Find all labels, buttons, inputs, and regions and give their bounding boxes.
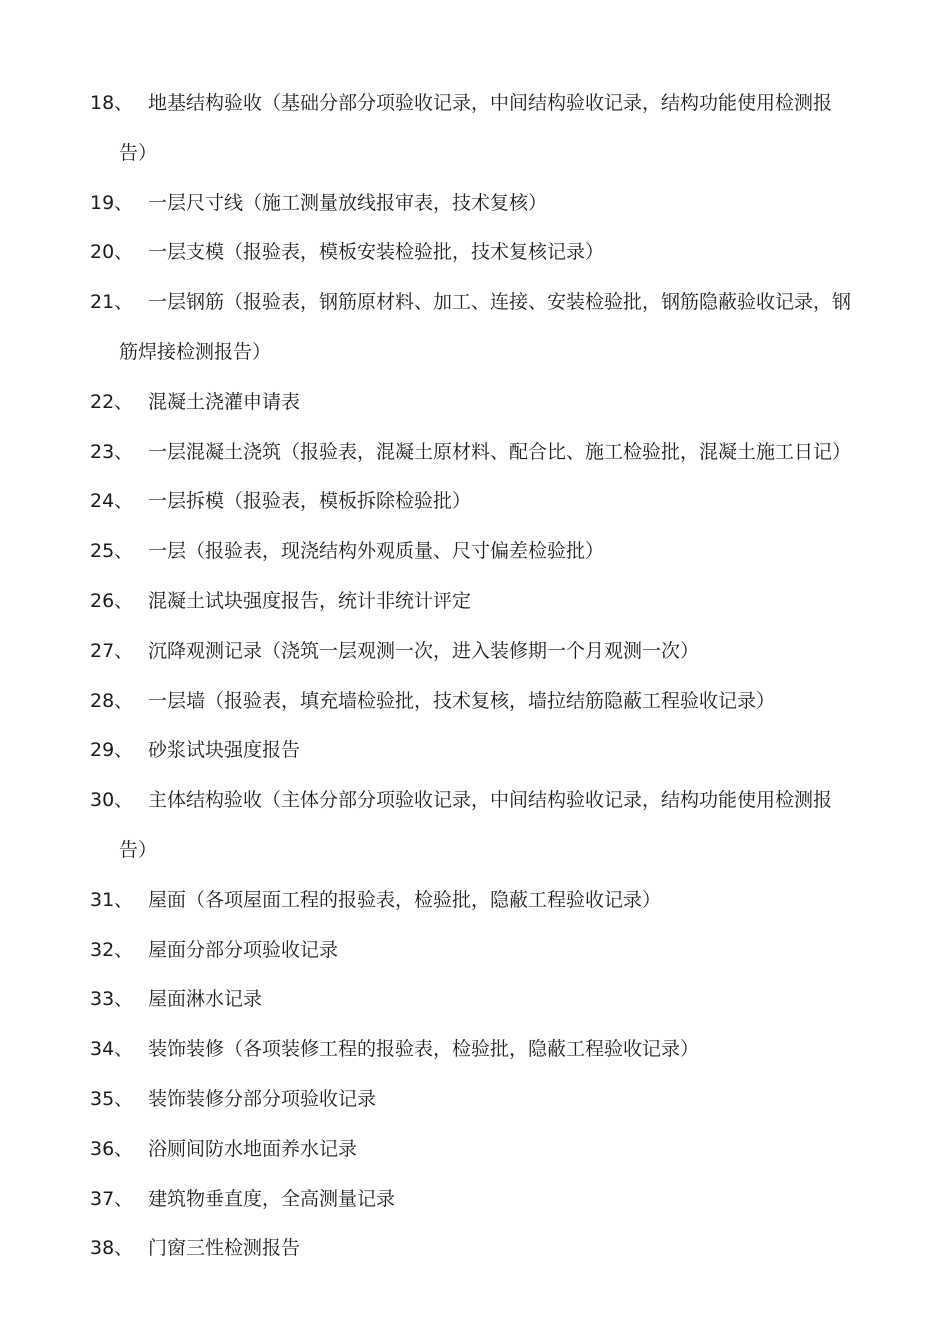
list-item-line (90, 432, 870, 482)
list-item (90, 681, 870, 731)
list-item (90, 1129, 870, 1179)
list-item-line (90, 930, 870, 980)
list-item-line (90, 730, 870, 780)
list-item (90, 382, 870, 432)
list-item (90, 930, 870, 980)
item-text-continuation: 筋焊接检测报告） (119, 340, 272, 363)
item-text: 一层尺寸线（施工测量放线报审表，技术复核） (148, 191, 548, 214)
item-text: 装饰装修（各项装修工程的报验表，检验批，隐蔽工程验收记录） (148, 1038, 700, 1061)
item-text: 混凝土试块强度报告，统计非统计评定 (148, 589, 472, 612)
item-text: 门窗三性检测报告 (148, 1237, 301, 1260)
list-item-line (90, 481, 870, 531)
item-text: 沉降观测记录（浇筑一层观测一次，进入装修期一个月观测一次） (148, 639, 700, 662)
list-item (90, 581, 870, 631)
item-number: 19、 (90, 191, 134, 214)
list-item (90, 481, 870, 531)
item-number: 23、 (90, 440, 134, 463)
item-text: 地基结构验收（基础分部分项验收记录，中间结构验收记录，结构功能使用检测报 (148, 92, 833, 114)
inspection-item-list (90, 83, 870, 1278)
item-text: 一层拆模（报验表，模板拆除检验批） (148, 490, 472, 513)
item-number: 24、 (90, 490, 134, 513)
list-item (90, 979, 870, 1029)
list-item (90, 1079, 870, 1129)
item-text: 一层支模（报验表，模板安装检验批，技术复核记录） (148, 241, 605, 264)
item-number: 30、 (90, 789, 134, 812)
item-number: 26、 (90, 589, 134, 612)
list-item-line (90, 880, 870, 930)
item-text-continuation: 告） (119, 141, 158, 164)
item-text: 建筑物垂直度，全高测量记录 (148, 1187, 396, 1210)
item-number: 28、 (90, 689, 134, 712)
list-item-line (90, 183, 870, 233)
item-text: 砂浆试块强度报告 (148, 739, 301, 762)
item-number: 22、 (90, 390, 134, 413)
item-number: 31、 (90, 888, 134, 911)
list-item (90, 730, 870, 780)
list-item (90, 880, 870, 930)
item-number: 32、 (90, 938, 134, 961)
list-item-line (90, 1079, 870, 1129)
item-text: 一层墙（报验表，填充墙检验批，技术复核，墙拉结筋隐蔽工程验收记录） (148, 689, 776, 712)
list-item-line (90, 631, 870, 681)
list-item (90, 1179, 870, 1229)
list-item-line (90, 531, 870, 581)
list-item (90, 1228, 870, 1278)
list-item (90, 631, 870, 681)
list-item-line (90, 83, 870, 133)
item-text: 一层（报验表，现浇结构外观质量、尺寸偏差检验批） (148, 540, 605, 563)
item-number: 27、 (90, 639, 134, 662)
list-item-line (90, 232, 870, 282)
item-text: 屋面（各项屋面工程的报验表，检验批，隐蔽工程验收记录） (148, 888, 662, 911)
list-item (90, 282, 870, 382)
list-item (90, 183, 870, 233)
item-number: 25、 (90, 540, 134, 563)
list-item-line (90, 581, 870, 631)
item-number: 33、 (90, 988, 134, 1011)
item-text-continuation: 告） (119, 838, 158, 861)
list-item (90, 1029, 870, 1079)
list-item-line (90, 1129, 870, 1179)
item-number: 29、 (90, 739, 134, 762)
item-text: 屋面淋水记录 (148, 988, 263, 1011)
item-text: 屋面分部分项验收记录 (148, 938, 339, 961)
item-number: 37、 (90, 1187, 134, 1210)
list-item (90, 531, 870, 581)
list-item (90, 780, 870, 880)
list-item-line (90, 681, 870, 731)
item-text: 浴厕间防水地面养水记录 (148, 1137, 358, 1160)
item-text: 装饰装修分部分项验收记录 (148, 1087, 377, 1110)
list-item (90, 83, 870, 183)
item-text: 一层钢筋（报验表，钢筋原材料、加工、连接、安装检验批，钢筋隐蔽验收记录，钢 (148, 291, 852, 314)
item-text: 一层混凝土浇筑（报验表，混凝土原材料、配合比、施工检验批，混凝土施工日记） (148, 440, 852, 463)
list-item-line (90, 1179, 870, 1229)
item-number: 36、 (90, 1137, 134, 1160)
item-number: 38、 (90, 1237, 134, 1260)
list-item (90, 232, 870, 282)
item-number: 21、 (90, 291, 134, 314)
list-item-line (90, 282, 870, 332)
list-item-line (90, 382, 870, 432)
list-item-line (90, 780, 870, 830)
item-number: 18、 (90, 92, 134, 114)
list-item-line (90, 1029, 870, 1079)
list-item-line (90, 979, 870, 1029)
item-number: 34、 (90, 1038, 134, 1061)
item-text: 主体结构验收（主体分部分项验收记录，中间结构验收记录，结构功能使用检测报 (148, 789, 833, 812)
item-number: 35、 (90, 1087, 134, 1110)
list-item-line (90, 1228, 870, 1278)
item-text: 混凝土浇灌申请表 (148, 390, 301, 413)
list-item (90, 432, 870, 482)
item-number: 20、 (90, 241, 134, 264)
